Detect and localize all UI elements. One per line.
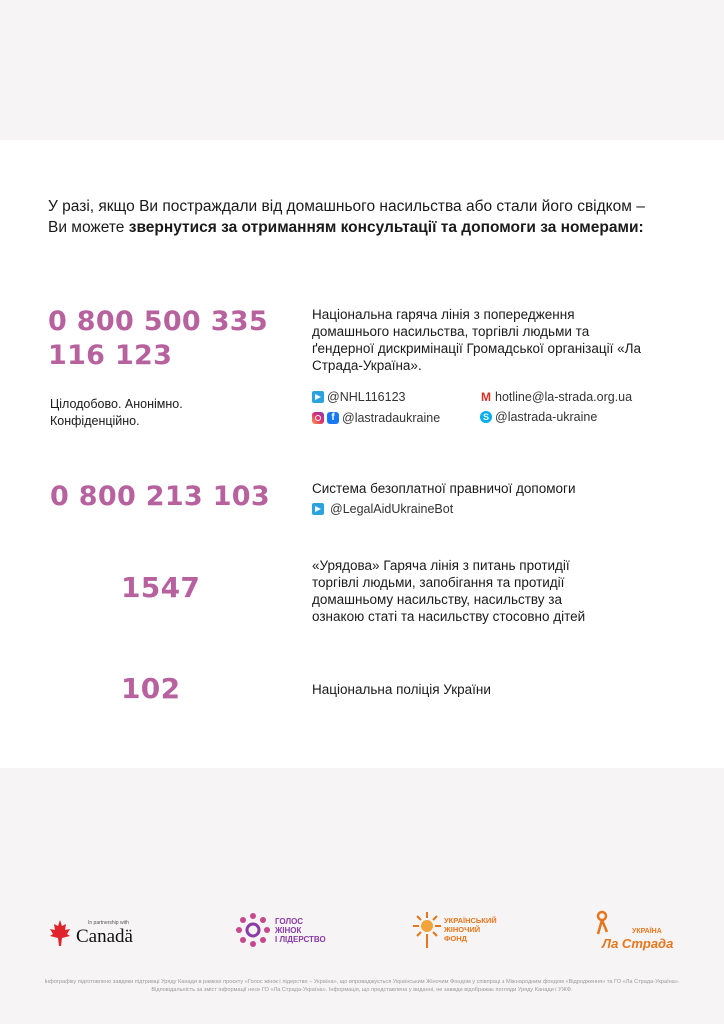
telegram-icon bbox=[312, 391, 324, 403]
partner-logos bbox=[0, 908, 724, 958]
phone-number[interactable]: 102 bbox=[121, 672, 181, 705]
legal-aid-description: Система безоплатної правничої допомоги bbox=[312, 481, 576, 496]
contact-text[interactable]: @NHL116123 bbox=[327, 390, 406, 404]
phone-number[interactable]: 0 800 213 103 bbox=[50, 481, 270, 512]
maple-leaf-icon bbox=[48, 918, 72, 948]
availability-note: Цілодобово. Анонімно. Конфіденційно. bbox=[50, 397, 183, 428]
phone-number[interactable]: 0 800 500 335 bbox=[48, 306, 268, 337]
golos-text bbox=[275, 917, 326, 944]
top-band bbox=[0, 0, 724, 140]
golos-logo bbox=[235, 908, 345, 958]
telegram-icon bbox=[312, 503, 324, 515]
la-strada-logo bbox=[590, 908, 690, 958]
fund-line: ФОНД bbox=[444, 934, 467, 943]
contact-telegram[interactable] bbox=[312, 390, 405, 404]
intro-regular: У разі, якщо Ви постраждали від домашнього насильства або стали його свідком – Ви можете bbox=[48, 198, 645, 236]
lastrada-country: УКРАЇНА bbox=[632, 928, 662, 935]
ukrainian-womens-fund-logo bbox=[410, 908, 520, 958]
lastrada-name: Ла Страда bbox=[602, 936, 674, 951]
intro-bold: звернутися за отриманням консультації та допомоги за номерами: bbox=[128, 219, 644, 236]
contact-text[interactable]: @LegalAidUkraineBot bbox=[330, 502, 454, 516]
contact-skype[interactable] bbox=[480, 410, 597, 424]
contact-text[interactable]: hotline@la-strada.org.ua bbox=[495, 390, 633, 404]
golos-line: ГОЛОС bbox=[275, 917, 304, 926]
hotline-number-1[interactable] bbox=[48, 305, 268, 373]
government-hotline-description: «Урядова» Гаряча лінія з питань протидії торгівлі людьми, запобігання та протидії домашньому насильству, насильству за ознакою статі та насильству стосовно дітей bbox=[312, 558, 586, 624]
instagram-icon bbox=[312, 412, 324, 424]
fund-line: ЖІНОЧИЙ bbox=[444, 925, 481, 934]
skype-icon: S bbox=[480, 411, 492, 423]
flower-icon bbox=[235, 912, 271, 948]
canada-wordmark: Canadä bbox=[76, 926, 133, 947]
partnership-text: In partnership with bbox=[88, 920, 129, 926]
footer-disclaimer: Інфографіку підготовлено завдяки підтримці Уряду Канади в рамках проєкту «Голос жінок і лідерство – Україна», що впроваджується Українським Жіночим Фондом у співпраці з Міжнародним фондом «Відродження» та ГО «Ла Страда-Україна». Відповідальність за зміст інформації несе ГО «Ла Страда-Україна». Інформація, що представлена у виданні, не завжди відображає погляди Уряду Канади і УЖФ. bbox=[44, 979, 680, 993]
canada-logo bbox=[48, 908, 158, 958]
golos-line: І ЛІДЕРСТВО bbox=[275, 935, 326, 944]
contact-telegram-bot[interactable] bbox=[312, 502, 453, 516]
police-description: Національна поліція України bbox=[312, 682, 491, 697]
sunflower-icon bbox=[410, 910, 444, 950]
gmail-icon: M bbox=[481, 390, 491, 404]
facebook-icon: f bbox=[327, 412, 339, 424]
hotline-description-1: Національна гаряча лінія з попередження домашнього насильства, торгівлі людьми та ґендерної дискримінації Громадської організації «Ла Страда-Україна». bbox=[312, 307, 641, 373]
phone-number[interactable]: 1547 bbox=[121, 571, 201, 604]
contact-text[interactable]: @lastradaukraine bbox=[342, 411, 441, 425]
golos-line: ЖІНОК bbox=[275, 926, 302, 935]
contact-instagram-facebook[interactable] bbox=[312, 411, 440, 425]
contact-text[interactable]: @lastrada-ukraine bbox=[495, 410, 598, 424]
figure-icon bbox=[592, 910, 612, 936]
fund-text bbox=[444, 916, 497, 943]
phone-number[interactable]: 116 123 bbox=[48, 340, 173, 371]
contact-email[interactable] bbox=[480, 390, 632, 404]
fund-line: УКРАЇНСЬКИЙ bbox=[444, 916, 497, 925]
intro-text bbox=[48, 196, 668, 238]
